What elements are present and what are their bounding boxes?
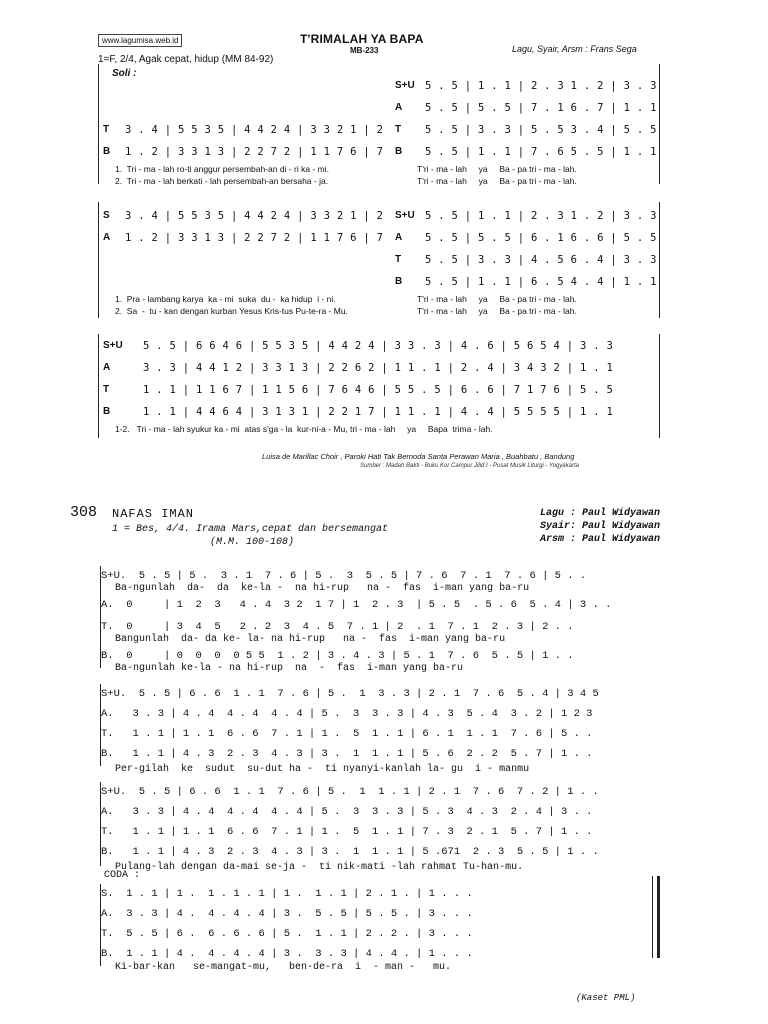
- notes-su: S+U. 5 . 5 | 6 . 6 1 . 1 7 . 6 | 5 . 1 3 . 3 | 2 . 1 7 . 6 5 . 4 | 3 4 5: [101, 688, 599, 700]
- soli-label: Soli :: [112, 68, 137, 79]
- lyric-line: 2. Tri - ma - lah berkati - lah persembah-an bersaha - ja.: [115, 176, 329, 186]
- notes-alto: 5 . 5 | 5 . 5 | 7 . 1 6 . 7 | 1 . 1: [425, 102, 657, 114]
- source-credit: Sumber : Madah Bakti - Buku Kor Campur Jilid I - Pusat Musik Liturgi - Yogyakarta: [360, 463, 579, 469]
- lyric-line: Bangunlah da- da ke- la- na hi-rup na - fas i-man yang ba-ru: [115, 634, 506, 645]
- lyric-line: T'ri - ma - lah ya Ba - pa tri - ma - lah.: [417, 164, 577, 174]
- score-system-3: [100, 782, 661, 873]
- voice-label: B: [103, 406, 111, 417]
- voice-label: T: [103, 124, 110, 135]
- notes-alto: A. 3 . 3 | 4 . 4 4 . 4 4 . 4 | 5 . 3 3 . 3 | 4 . 3 5 . 4 3 . 2 | 1 2 3: [101, 708, 593, 720]
- notes-alto: A. 3 . 3 | 4 . 4 . 4 . 4 | 3 . 5 . 5 | 5 . 5 . | 3 . . .: [101, 908, 473, 920]
- voice-label: S: [103, 210, 110, 221]
- notes-bass: B. 0 | 0 0 0 0 5 5 1 . 2 | 3 . 4 . 3 | 5 . 1 7 . 6 5 . 5 | 1 . .: [101, 650, 574, 662]
- lyric-line: Ki-bar-kan se-mangat-mu, ben-de-ra i - man - mu.: [115, 962, 452, 973]
- voice-label: S+U: [395, 80, 415, 91]
- lyric-line: T'ri - ma - lah ya Ba - pa tri - ma - lah.: [417, 176, 577, 186]
- key-tempo: 1=F, 2/4, Agak cepat, hidup (MM 84-92): [98, 54, 274, 65]
- metronome-mark: (M.M. 100-108): [210, 537, 295, 548]
- notes-alto: 3 . 3 | 4 4 1 2 | 3 3 1 3 | 2 2 6 2 | 1 1 . 1 | 2 . 4 | 3 4 3 2 | 1 . 1: [143, 362, 614, 374]
- notes-bass: 1 . 2 | 3 3 1 3 | 2 2 7 2 | 1 1 7 6 | 7: [125, 146, 384, 158]
- voice-label: B: [395, 146, 403, 157]
- voice-label: T: [395, 124, 402, 135]
- notes-su: 5 . 5 | 1 . 1 | 2 . 3 1 . 2 | 3 . 3: [425, 80, 657, 92]
- notes-tenor: 5 . 5 | 3 . 3 | 5 . 5 3 . 4 | 5 . 5: [425, 124, 657, 136]
- voice-label: B: [395, 276, 403, 287]
- voice-label: T: [395, 254, 402, 265]
- notes-soprano: S. 1 . 1 | 1 . 1 . 1 . 1 | 1 . 1 . 1 | 2 . 1 . | 1 . . .: [101, 888, 473, 900]
- voice-label: A: [395, 102, 403, 113]
- credit-syair: Syair: Paul Widyawan: [540, 521, 661, 532]
- credit-arsm: Arsm : Paul Widyawan: [540, 534, 661, 545]
- notes-bass: 5 . 5 | 1 . 1 | 6 . 5 4 . 4 | 1 . 1: [425, 276, 657, 288]
- score-system-2: [98, 202, 660, 318]
- voice-label: S+U: [395, 210, 415, 221]
- notes-tenor: T. 5 . 5 | 6 . 6 . 6 . 6 | 5 . 1 . 1 | 2 . 2 . | 3 . . .: [101, 928, 473, 940]
- key-tempo: 1 = Bes, 4/4. Irama Mars,cepat dan bersemangat: [112, 524, 389, 535]
- notes-bass: 5 . 5 | 1 . 1 | 7 . 6 5 . 5 | 1 . 1: [425, 146, 657, 158]
- credit-lagu: Lagu : Paul Widyawan: [540, 508, 661, 519]
- notes-tenor: T. 0 | 3 4 5 2 . 2 3 4 . 5 7 . 1 | 2 . 1 7 . 1 2 . 3 | 2 . .: [101, 621, 574, 633]
- lyric-line: Pulang-lah dengan da-mai se-ja - ti nik-mati -lah rahmat Tu-han-mu.: [115, 862, 524, 873]
- song-code: MB-233: [350, 46, 379, 55]
- lyric-line: Per-gilah ke sudut su-dut ha - ti nyanyi-kanlah la- gu i - manmu: [115, 764, 530, 775]
- lyric-line: 2. Sa - tu - kan dengan kurban Yesus Kris-tus Pu-te-ra - Mu.: [115, 306, 348, 316]
- notes-tenor: 1 . 1 | 1 1 6 7 | 1 1 5 6 | 7 6 4 6 | 5 5 . 5 | 6 . 6 | 7 1 7 6 | 5 . 5: [143, 384, 614, 396]
- lyric-line: T'ri - ma - lah ya Ba - pa tri - ma - lah.: [417, 294, 577, 304]
- notes-su: 5 . 5 | 1 . 1 | 2 . 3 1 . 2 | 3 . 3: [425, 210, 657, 222]
- coda-system: [100, 884, 661, 973]
- coda-label: CODA :: [104, 870, 141, 881]
- score-system-1: [100, 566, 661, 674]
- song-credit: Lagu, Syair, Arsm : Frans Sega: [512, 44, 637, 54]
- notes-su: S+U. 5 . 5 | 6 . 6 1 . 1 7 . 6 | 5 . 1 1 . 1 | 2 . 1 7 . 6 7 . 2 | 1 . .: [101, 786, 599, 798]
- voice-label: B: [103, 146, 111, 157]
- voice-label: A: [103, 232, 111, 243]
- notes-bass: B. 1 . 1 | 4 . 3 2 . 3 4 . 3 | 3 . 1 1 . 1 | 5 . 6 2 . 2 5 . 7 | 1 . .: [101, 748, 593, 760]
- lyric-line: T'ri - ma - lah ya Ba - pa tri - ma - lah.: [417, 306, 577, 316]
- lyric-line: 1. Pra - lambang karya ka - mi suka du - ka hidup i - ni.: [115, 294, 336, 304]
- lyric-line: Ba-ngunlah da- da ke-la - na hi-rup na - fas i-man yang ba-ru: [115, 583, 530, 594]
- notes-bass: 1 . 1 | 4 4 6 4 | 3 1 3 1 | 2 2 1 7 | 1 1 . 1 | 4 . 4 | 5 5 5 5 | 1 . 1: [143, 406, 614, 418]
- kaset-credit: (Kaset PML): [576, 993, 636, 1003]
- voice-label: A: [103, 362, 111, 373]
- lyric-line: Ba-ngunlah ke-la - na hi-rup na - fas i-man yang ba-ru: [115, 663, 464, 674]
- notes-su: 5 . 5 | 6 6 4 6 | 5 5 3 5 | 4 4 2 4 | 3 3 . 3 | 4 . 6 | 5 6 5 4 | 3 . 3: [143, 340, 614, 352]
- voice-label: T: [103, 384, 110, 395]
- voice-label: S+U: [103, 340, 123, 351]
- notes-tenor: 3 . 4 | 5 5 3 5 | 4 4 2 4 | 3 3 2 1 | 2: [125, 124, 384, 136]
- notes-tenor: T. 1 . 1 | 1 . 1 6 . 6 7 . 1 | 1 . 5 1 . 1 | 6 . 1 1 . 1 7 . 6 | 5 . .: [101, 728, 593, 740]
- song-title: T'RIMALAH YA BAPA: [300, 32, 424, 46]
- notes-su: S+U. 5 . 5 | 5 . 3 . 1 7 . 6 | 5 . 3 5 . 5 | 7 . 6 7 . 1 7 . 6 | 5 . .: [101, 570, 587, 582]
- notes-alto: A. 3 . 3 | 4 . 4 4 . 4 4 . 4 | 5 . 3 3 . 3 | 5 . 3 4 . 3 2 . 4 | 3 . .: [101, 806, 593, 818]
- score-system-3: [98, 334, 660, 438]
- website-url: www.lagumisa.web.id: [98, 34, 182, 47]
- song-title: NAFAS IMAN: [112, 507, 195, 521]
- choir-credit: Luisa de Marillac Choir , Paroki Hati Tak Bernoda Santa Perawan Maria , Buahbatu , Bandung: [262, 452, 575, 461]
- notes-tenor: T. 1 . 1 | 1 . 1 6 . 6 7 . 1 | 1 . 5 1 . 1 | 7 . 3 2 . 1 5 . 7 | 1 . .: [101, 826, 593, 838]
- notes-alto: 1 . 2 | 3 3 1 3 | 2 2 7 2 | 1 1 7 6 | 7: [125, 232, 384, 244]
- notes-soprano: 3 . 4 | 5 5 3 5 | 4 4 2 4 | 3 3 2 1 | 2: [125, 210, 384, 222]
- notes-tenor: 5 . 5 | 3 . 3 | 4 . 5 6 . 4 | 3 . 3: [425, 254, 657, 266]
- final-barline: [652, 876, 660, 958]
- score-system-2: [100, 684, 661, 775]
- notes-bass: B. 1 . 1 | 4 . 4 . 4 . 4 | 3 . 3 . 3 | 4 . 4 . | 1 . . .: [101, 948, 473, 960]
- song-number: 308: [70, 504, 98, 521]
- notes-alto: A. 0 | 1 2 3 4 . 4 3 2 1 7 | 1 2 . 3 | 5 . 5 . 5 . 6 5 . 4 | 3 . .: [101, 599, 612, 611]
- notes-bass: B. 1 . 1 | 4 . 3 2 . 3 4 . 3 | 3 . 1 1 . 1 | 5 .671 2 . 3 5 . 5 | 1 . .: [101, 846, 599, 858]
- score-system-1: [98, 64, 660, 184]
- lyric-line: 1-2. Tri - ma - lah syukur ka - mi atas s'ga - la kur-ni-a - Mu, tri - ma - lah ya Bapa trima - lah.: [115, 424, 493, 434]
- notes-alto: 5 . 5 | 5 . 5 | 6 . 1 6 . 6 | 5 . 5: [425, 232, 657, 244]
- voice-label: A: [395, 232, 403, 243]
- lyric-line: 1. Tri - ma - lah ro-ti anggur persembah-an di - ri ka - mi.: [115, 164, 329, 174]
